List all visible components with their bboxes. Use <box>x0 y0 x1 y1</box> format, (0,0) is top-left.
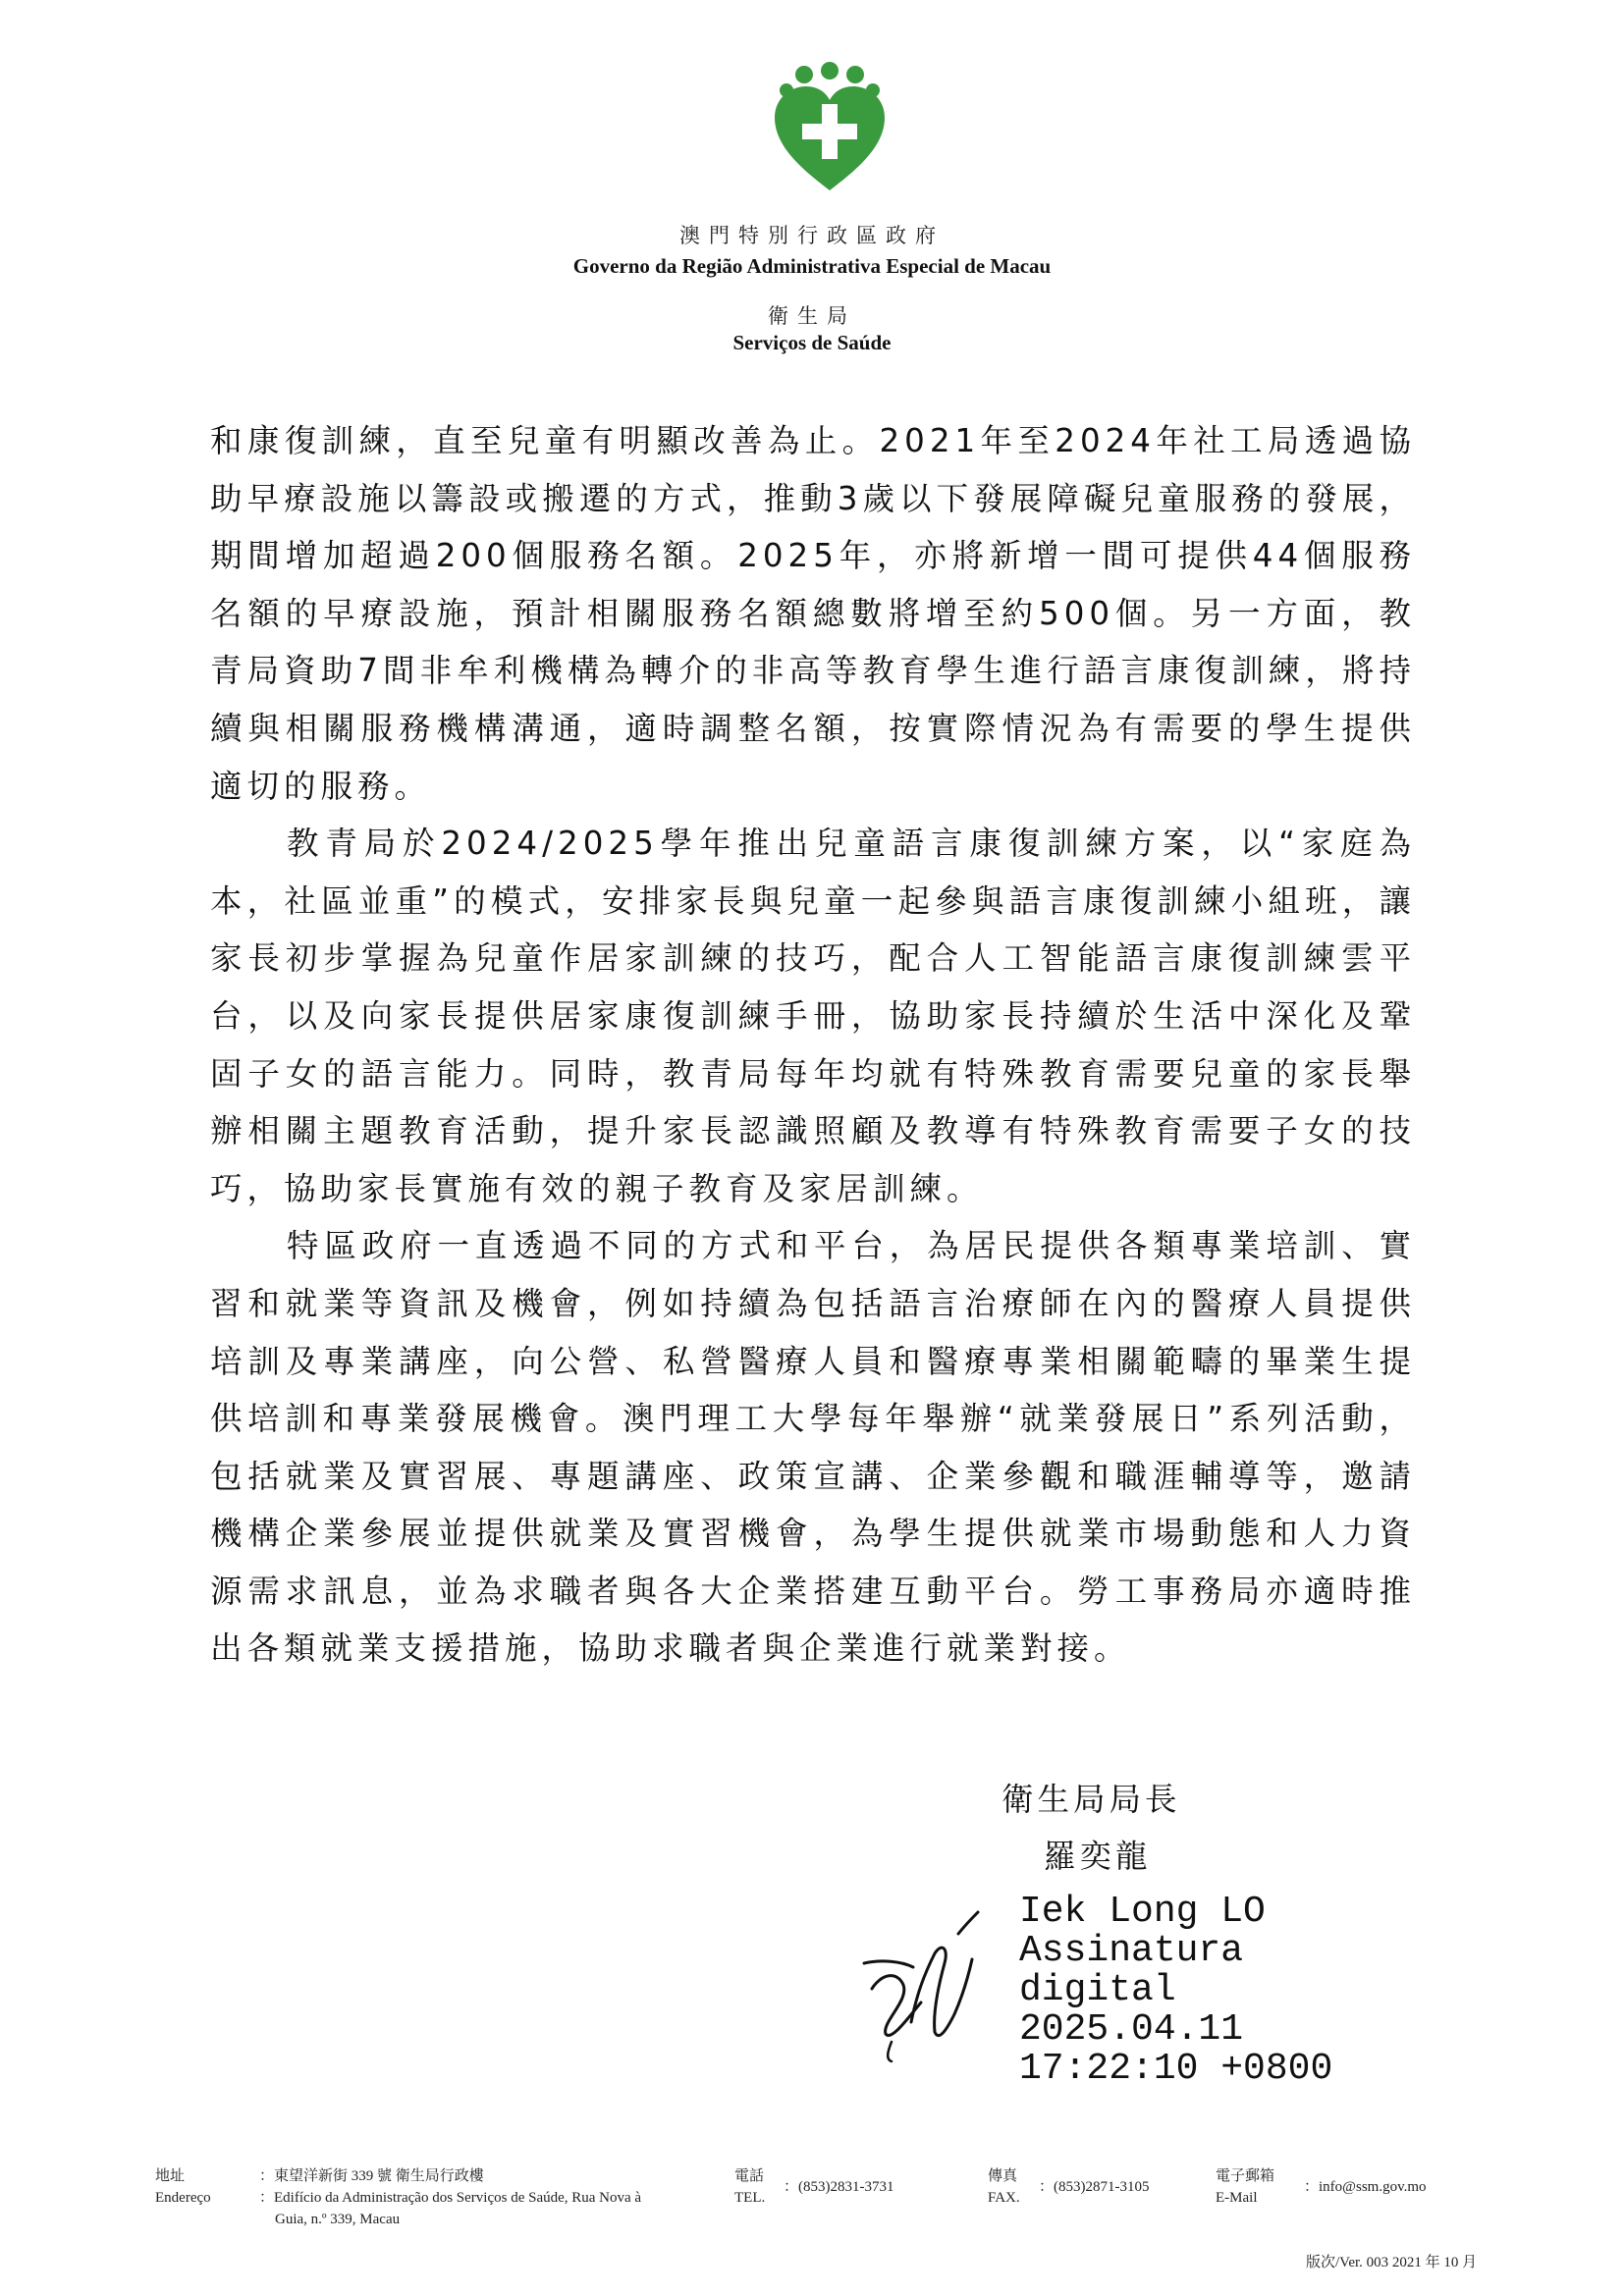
document-version: 版次/Ver. 003 2021 年 10 月 <box>1306 2255 1478 2270</box>
signatory-title: 衛生局局長 <box>1001 1781 1181 1818</box>
address-label <box>155 2165 211 2209</box>
digital-signature-line: digital <box>1019 1969 1176 2011</box>
digital-signature-line: 17:22:10 +0800 <box>1019 2048 1333 2090</box>
email-label-pt: E-Mail <box>1216 2190 1258 2206</box>
handwritten-signature <box>852 1895 1009 2066</box>
digital-signature-stamp <box>1019 1893 1332 2089</box>
tel-value: ：(853)2831-3731 <box>784 2179 894 2195</box>
tel-label <box>734 2165 765 2209</box>
government-name-chinese: 澳門特別行政區政府 <box>679 224 945 247</box>
address-pt-line-2: Guia, n.º 339, Macau <box>275 2212 401 2227</box>
government-name-portuguese: Governo da Região Administrativa Especial de Macau <box>572 254 1052 278</box>
fax-value: ：(853)2871-3105 <box>1039 2179 1150 2195</box>
address-value <box>259 2165 641 2230</box>
address-pt-line-1: ：Edifício da Administração dos Serviços de Saúde, Rua Nova à <box>259 2190 642 2206</box>
paragraph-2: 教青局於2024/2025學年推出兒童語言康復訓練方案，以“家庭為本，社區並重”的模式，安排家長與兒童一起參與語言康復訓練小組班，讓家長初步掌握為兒童作居家訓練的技巧，配合人工智能語言康復訓練雲平台，以及向家長提供居家康復訓練手冊，協助家長持續於生活中深化及鞏固子女的語言能力。同時，教青局每年均就有特殊教育需要兒童的家長舉辦相關主題教育活動，提升家長認識照顧及教導有特殊教育需要子女的技巧，協助家長實施有效的親子教育及家居訓練。 <box>210 825 1416 1207</box>
paragraph-1: 和康復訓練，直至兒童有明顯改善為止。2021年至2024年社工局透過協助早療設施以籌設或搬遷的方式，推動3歲以下發展障礙兒童服務的發展，期間增加超過200個服務名額。2025年，亦將新增一間可提供44個服務名額的早療設施，預計相關服務名額總數將增至約500個。另一方面，教青局資助7間非牟利機構為轉介的非高等教育學生進行語言康復訓練，將持續與相關服務機構溝通，適時調整名額，按實際情況為有需要的學生提供適切的服務。 <box>210 422 1416 805</box>
signatory-name: 羅奕龍 <box>1044 1838 1152 1875</box>
tel-label-pt: TEL. <box>734 2190 766 2206</box>
fax-label <box>988 2165 1020 2209</box>
address-zh: ：東望洋新街 339 號 衛生局行政樓 <box>259 2168 484 2184</box>
email-value[interactable]: ：info@ssm.gov.mo <box>1304 2179 1427 2195</box>
digital-signature-line: Iek Long LO <box>1019 1891 1266 1933</box>
fax-label-pt: FAX. <box>988 2190 1020 2206</box>
address-label-pt: Endereço <box>155 2190 211 2206</box>
address-label-zh: 地址 <box>155 2168 186 2184</box>
digital-signature-line: Assinatura <box>1019 1930 1244 1972</box>
digital-signature-line: 2025.04.11 <box>1019 2008 1244 2051</box>
fax-label-zh: 傳真 <box>988 2168 1018 2184</box>
paragraph-3: 特區政府一直透過不同的方式和平台，為居民提供各類專業培訓、實習和就業等資訊及機會，例如持續為包括語言治療師在內的醫療人員提供培訓及專業講座，向公營、私營醫療人員和醫療專業相關範疇的畢業生提供培訓和專業發展機會。澳門理工大學每年舉辦“就業發展日”系列活動，包括就業及實習展、專題講座、政策宣講、企業參觀和職涯輔導等，邀請機構企業參展並提供就業及實習機會，為學生提供就業市場動態和人力資源需求訊息，並為求職者與各大企業搭建互動平台。勞工事務局亦適時推出各類就業支援措施，協助求職者與企業進行就業對接。 <box>210 1227 1416 1668</box>
email-label-zh: 電子郵箱 <box>1216 2168 1275 2184</box>
tel-label-zh: 電話 <box>734 2168 765 2184</box>
letter-body <box>210 412 1416 1678</box>
email-label <box>1216 2165 1274 2209</box>
health-services-logo <box>771 61 889 193</box>
department-name-portuguese: Serviços de Saúde <box>732 331 892 354</box>
department-name-chinese: 衛生局 <box>768 304 856 328</box>
